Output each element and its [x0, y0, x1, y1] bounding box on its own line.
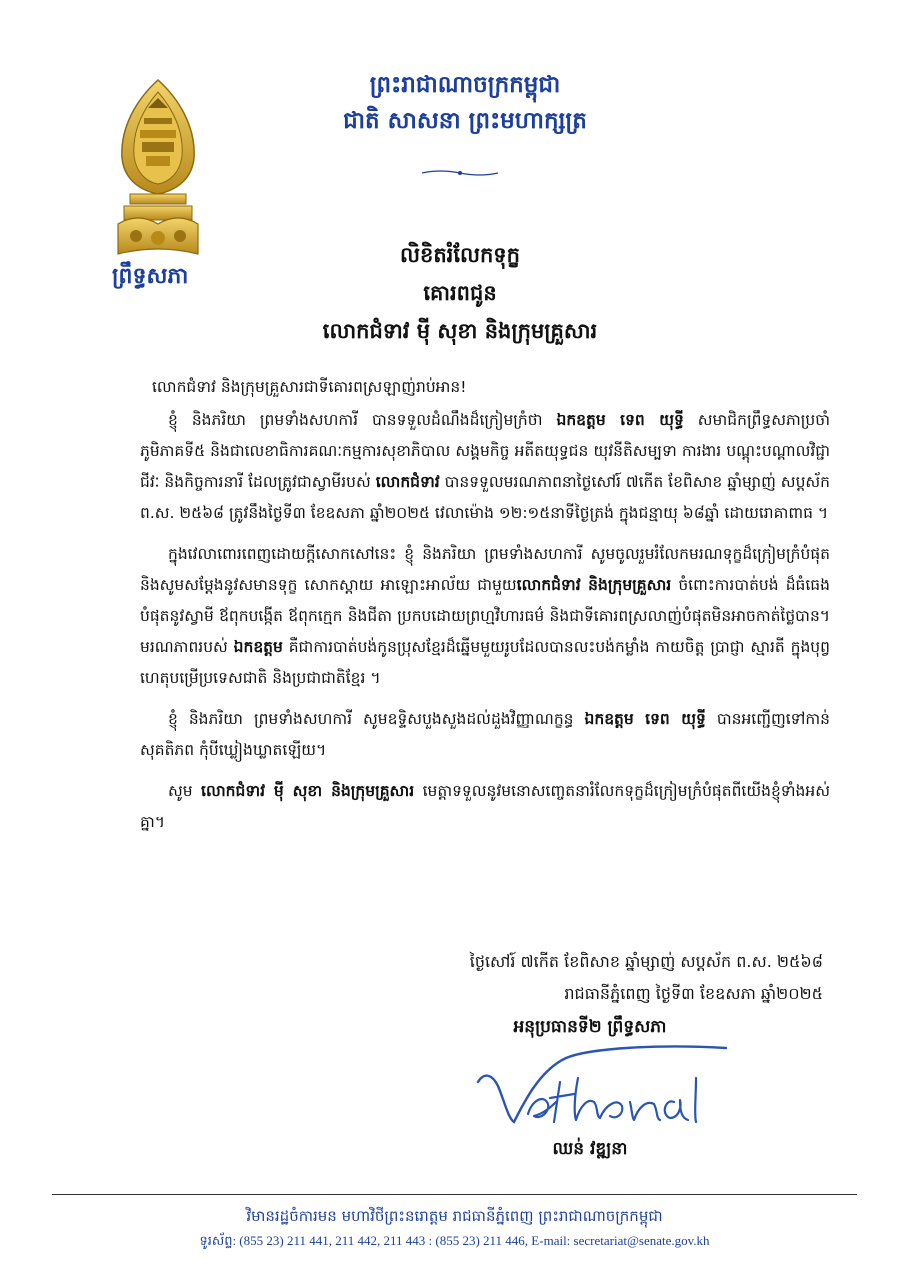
footer-divider [52, 1194, 857, 1195]
p4-text-a: សូម [168, 782, 202, 800]
p3-text-c: បានអញ្ជើញទៅកាន់សុគតិភព កុំបីឃ្លៀងឃ្លាតឡើយ។ [140, 710, 830, 759]
paragraph-2 [140, 539, 830, 694]
signer-name: ឈន់ វឌ្ឍនា [552, 1139, 628, 1159]
paragraph-1 [140, 405, 830, 529]
senate-name-label: ព្រឹទ្ធសភា [112, 264, 189, 289]
p2-recipient-bold: លោកជំទាវ និងក្រុមគ្រួសារ [516, 576, 672, 594]
kingdom-title: ព្រះរាជាណាចក្រកម្ពុជា [369, 71, 561, 98]
date-block [343, 946, 823, 1010]
letter-title-block [140, 236, 780, 350]
senate-emblem-logo [108, 78, 208, 258]
paragraph-4 [140, 776, 830, 838]
letter-title: លិខិតរំលែកទុក្ខ [400, 243, 520, 267]
footer [52, 1202, 857, 1252]
lunar-date: ថ្ងៃសៅរ៍ ៧កើត ខែពិសាខ ឆ្នាំម្សាញ់ សប្តស័ក ព.ស. ២៥៦៨ [469, 952, 823, 971]
handwritten-signature [470, 1042, 730, 1132]
kingdom-header [300, 68, 630, 140]
p2-title-bold: ឯកឧត្តម [233, 638, 283, 656]
p1-text-c: សមាជិកព្រឹទ្ធសភាប្រចាំភូមិភាគទី៥ និងជាលេខាធិការគណៈកម្មការសុខាភិបាល សង្គមកិច្ច អតីតយុទ្ធជន យុវនីតិសម្បទា ការងារ បណ្តុះបណ្តាលវិជ្ជាជីវៈ និងកិច្ចការនារី ដែលត្រូវជាស្វាមីរបស់ [140, 411, 830, 491]
header-ornament [420, 168, 500, 178]
letter-recipient: លោកជំទាវ ម៉ី សុខា និងក្រុមគ្រួសារ [322, 319, 598, 343]
p4-text-c: មេត្តាទទួលនូវមនោសញ្ចេតនារំលែកទុក្ខដ៏ក្រៀមក្រំបំផុតពីយើងខ្ញុំទាំងអស់គ្នា។ [140, 782, 830, 831]
p1-text-a: ខ្ញុំ និងភរិយា ព្រមទាំងសហការី បានទទួលដំណឹងដ៏ក្រៀមក្រំថា [168, 411, 557, 429]
letter-body [140, 372, 830, 848]
paragraph-3 [140, 704, 830, 766]
signer-role: អនុប្រធានទី២ ព្រឹទ្ធសភា [513, 1017, 667, 1037]
p3-text-a: ខ្ញុំ និងភរិយា ព្រមទាំងសហការី សូមឧទ្ទិសបួងសួងដល់ដួងវិញ្ញាណក្ខន្ធ [168, 710, 585, 728]
p2-text-c: ចំពោះការបាត់បង់ ដ៏ធំធេងបំផុតនូវស្វាមី ឪពុកបង្កើត ឪពុកក្មេក និងជីតា ប្រកបដោយព្រហ្មវិហារធម៌ និងជាទីគោរពស្រលាញ់បំផុតមិនអាចកាត់ថ្លៃបាន។ មរណភាពរបស់ [140, 576, 830, 656]
p1-title-bold: លោកជំទាវ [375, 473, 440, 491]
solar-date: រាជធានីភ្នំពេញ ថ្ងៃទី៣ ខែឧសភា ឆ្នាំ២០២៥ [564, 984, 823, 1003]
p1-text-e: បានទទួលមរណភាពនាថ្ងៃសៅរ៍ ៧កើត ខែពិសាខ ឆ្នាំម្សាញ់ សប្តស័ក ព.ស. ២៥៦៨ ត្រូវនឹងថ្ងៃទី៣ ខែឧសភា ឆ្នាំ២០២៥ វេលាម៉ោង ១២:១៥នាទីថ្ងៃត្រង់ ក្នុងជន្មាយុ ៦៨ឆ្នាំ ដោយរោគាពាធ ។ [140, 473, 831, 522]
letter-salutation-respect: គោរពជូន [423, 281, 497, 305]
greeting-line: លោកជំទាវ និងក្រុមគ្រួសារជាទីគោរពស្រឡាញ់រាប់អាន! [152, 378, 467, 396]
p2-text-a: ក្នុងវេលាពោរពេញដោយក្តីសោកសៅនេះ ខ្ញុំ និងភរិយា ព្រមទាំងសហការី សូមចូលរួមរំលែកមរណទុក្ខដ៏ក្រៀមក្រំបំផុត និងសូមសម្តែងនូវសមានទុក្ខ សោកស្តាយ អាឡោះអាល័យ ជាមួយ [140, 545, 830, 594]
p4-recipient-bold: លោកជំទាវ ម៉ី សុខា និងក្រុមគ្រួសារ [201, 782, 415, 800]
p1-name-bold: ឯកឧត្តម ទេព យុទ្ធី [556, 411, 684, 429]
footer-address: វិមានរដ្ឋចំការមន មហាវិថីព្រះនរោត្តម រាជធានីភ្នំពេញ ព្រះរាជាណាចក្រកម្ពុជា [246, 1207, 663, 1225]
p2-text-e: គឺជាការបាត់បង់កូនប្រុសខ្មែរដ៏ឆ្នើមមួយរូបដែលបានលះបង់កម្លាំង កាយចិត្ត ប្រាជ្ញា ស្មារតី ក្នុងបុព្វហេតុបម្រើប្រទេសជាតិ និងប្រជាជាតិខ្មែរ ។ [140, 638, 830, 687]
footer-contact: ទូរស័ព្ទ: (855 23) 211 441, 211 442, 211 443 : (855 23) 211 446, E-mail: secretariat@senate.gov.kh [199, 1233, 710, 1248]
p3-name-bold: ឯកឧត្តម ទេព យុទ្ធី [584, 710, 706, 728]
nation-motto: ជាតិ សាសនា ព្រះមហាក្សត្រ [343, 107, 587, 134]
